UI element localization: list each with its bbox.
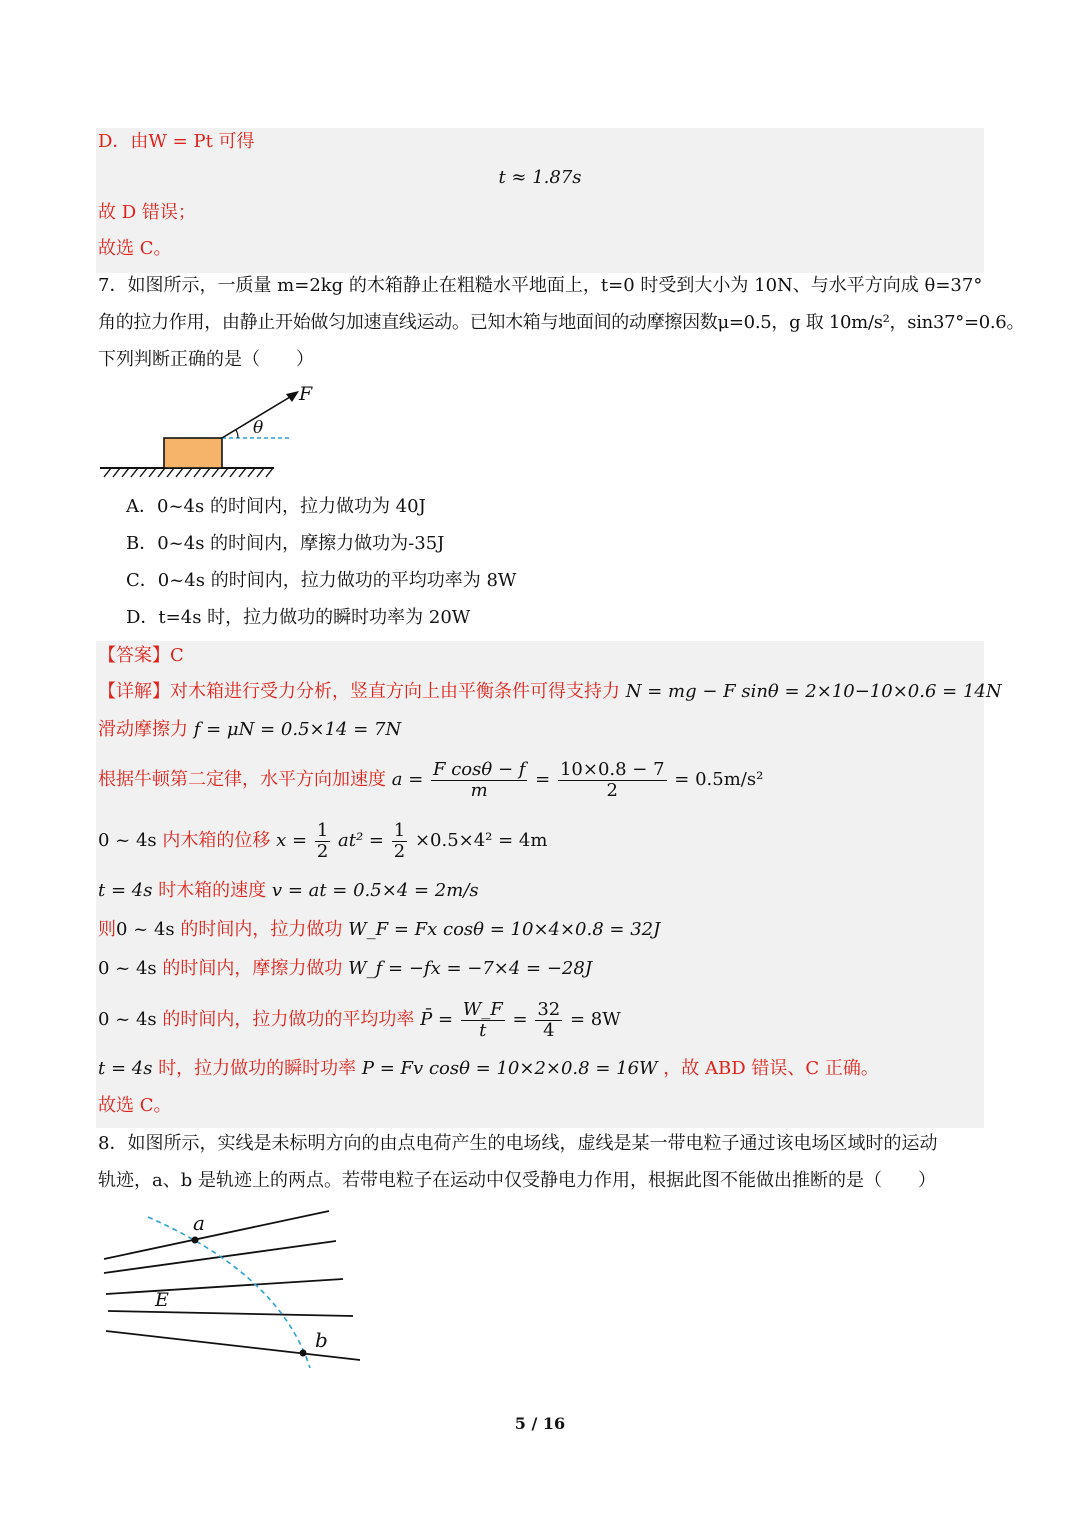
detail-3-res: = 0.5m/s² (674, 769, 764, 790)
field-line-1 (104, 1211, 329, 1259)
fraction-a-numeric (558, 760, 667, 801)
detail-line-9 (98, 1056, 879, 1082)
detail-6-pre: 0 ~ 4s (116, 919, 175, 940)
q7-choose: 故选 C。 (98, 1095, 172, 1116)
half-den-2: 2 (393, 840, 406, 862)
detail-line-3 (98, 758, 763, 802)
field-line-3 (106, 1279, 343, 1294)
detail-9-math: P = Fv cosθ = 10×2×0.8 = 16W (361, 1058, 658, 1079)
detail-8-P: P̄ = (420, 1009, 454, 1030)
detail-4-res: ×0.5×4² = 4m (414, 830, 548, 851)
detail-6-text-a: 则 (98, 919, 116, 940)
detail-9-pre: t = 4s (98, 1058, 153, 1079)
detail-4-x: x = (276, 830, 308, 851)
detail-2-math: f = μN = 0.5×14 = 7N (193, 719, 402, 740)
q8-figure (100, 1205, 370, 1375)
detail-1-text: 【详解】对木箱进行受力分析，竖直方向上由平衡条件可得支持力 (98, 681, 620, 702)
frac-a-num: F cosθ − f (433, 758, 526, 780)
frac-p-num: W_F (462, 998, 503, 1020)
detail-2-text: 滑动摩擦力 (98, 719, 188, 740)
fraction-a-symbolic (431, 760, 527, 801)
detail-8-eq: = (512, 1009, 528, 1030)
detail-3-eq: = (535, 769, 551, 790)
label-F: F (299, 383, 313, 405)
detail-9-text-b: ，故 ABD 错误、C 正确。 (663, 1058, 879, 1079)
fraction-half-1 (315, 821, 330, 862)
half-num-2: 1 (393, 819, 406, 841)
fraction-power-symbolic (461, 1000, 505, 1041)
q7-stem-2: 角的拉力作用，由静止开始做匀加速直线运动。已知木箱与地面间的动摩擦因数μ=0.5，g 取 10m/s²，sin37°=0.6。 (98, 312, 1025, 333)
frac-p-den: t (479, 1019, 487, 1041)
detail-1-math: N = mg − F sinθ = 2×10−10×0.6 = 14N (625, 681, 1002, 702)
page-number: 5 / 16 (514, 1414, 566, 1433)
detail-7-pre: 0 ~ 4s (98, 958, 157, 979)
label-E: E (155, 1289, 169, 1311)
detail-8-res: = 8W (570, 1009, 621, 1030)
frac-q-den: 4 (543, 1019, 555, 1041)
half-num-1: 1 (316, 819, 329, 841)
q7-option-a[interactable]: A．0~4s 的时间内，拉力做功为 40J (126, 496, 426, 517)
detail-line-6 (98, 917, 660, 943)
detail-3-a: a = (391, 769, 424, 790)
detail-line-1 (98, 679, 1002, 705)
frac-b-num: 10×0.8 − 7 (559, 758, 665, 780)
q7-option-b[interactable]: B．0~4s 的时间内，摩擦力做功为-35J (126, 533, 445, 554)
fraction-power-numeric (535, 1000, 562, 1041)
frac-q-num: 32 (537, 998, 561, 1020)
q7-option-d[interactable]: D．t=4s 时，拉力做功的瞬时功率为 20W (126, 607, 471, 628)
point-b (300, 1350, 307, 1357)
label-theta: θ (253, 418, 264, 438)
detail-5-pre: t = 4s (98, 880, 153, 901)
prev-t-result: t ≈ 1.87s (498, 167, 582, 188)
prev-choose: 故选 C。 (98, 238, 172, 259)
detail-5-text: 时木箱的速度 (158, 880, 267, 901)
detail-6-text-b: 的时间内，拉力做功 (180, 919, 343, 940)
detail-8-text: 的时间内，拉力做功的平均功率 (162, 1009, 415, 1030)
detail-line-8 (98, 998, 621, 1042)
detail-8-pre: 0 ~ 4s (98, 1009, 157, 1030)
q7-stem-3: 下列判断正确的是（ ） (98, 349, 314, 370)
arrow-head (286, 391, 299, 402)
q8-stem-1: 8．如图所示，实线是未标明方向的由点电荷产生的电场线，虚线是某一带电粒子通过该电场区域时的运动 (98, 1133, 938, 1154)
label-a: a (193, 1211, 205, 1235)
detail-6-math: W_F = Fx cosθ = 10×4×0.8 = 32J (348, 919, 661, 940)
detail-4-pre: 0 ~ 4s (98, 830, 157, 851)
prev-d-wrong: 故 D 错误； (98, 202, 196, 223)
q7-option-c[interactable]: C．0~4s 的时间内，拉力做功的平均功率为 8W (126, 570, 517, 591)
angle-arc (236, 430, 238, 438)
fraction-half-2 (392, 821, 407, 862)
detail-9-text-a: 时，拉力做功的瞬时功率 (158, 1058, 357, 1079)
detail-5-math: v = at = 0.5×4 = 2m/s (271, 880, 479, 901)
wooden-box (164, 438, 222, 468)
detail-7-text: 的时间内，摩擦力做功 (162, 958, 343, 979)
q8-stem-2: 轨迹，a、b 是轨迹上的两点。若带电粒子在运动中仅受静电力作用，根据此图不能做出推断的是（ ） (98, 1170, 936, 1191)
detail-line-7 (98, 956, 592, 982)
detail-7-math: W_f = −fx = −7×4 = −28J (348, 958, 593, 979)
field-line-4 (108, 1311, 353, 1316)
point-a (192, 1237, 199, 1244)
detail-line-4 (98, 819, 547, 863)
q7-stem-1: 7．如图所示，一质量 m=2kg 的木箱静止在粗糙水平地面上，t=0 时受到大小为 10N、与水平方向成 θ=37° (98, 275, 983, 296)
detail-4-text: 内木箱的位移 (162, 830, 271, 851)
ground-hatch (104, 468, 273, 477)
prev-d-line: D．由W = Pt 可得 (98, 131, 255, 152)
detail-3-text: 根据牛顿第二定律，水平方向加速度 (98, 769, 386, 790)
detail-4-mid: at² = (338, 830, 385, 851)
frac-b-den: 2 (606, 779, 618, 801)
label-b: b (315, 1328, 328, 1352)
detail-line-2 (98, 717, 401, 743)
q7-figure (98, 378, 313, 482)
detail-line-5 (98, 878, 479, 904)
half-den-1: 2 (316, 840, 329, 862)
frac-a-den: m (470, 779, 488, 801)
q7-answer: 【答案】C (98, 645, 184, 666)
